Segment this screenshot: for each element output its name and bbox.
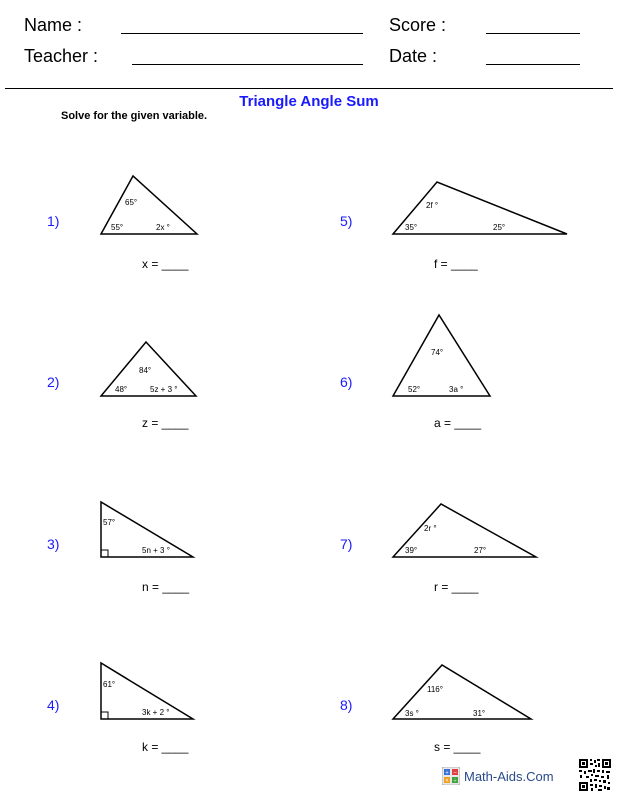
angle-label: 48° — [115, 385, 128, 394]
instructions: Solve for the given variable. — [61, 110, 208, 122]
triangle-5 — [393, 182, 567, 234]
teacher-label: Teacher : — [24, 46, 99, 66]
answer-blank-3[interactable]: n = ____ — [142, 580, 190, 594]
answer-blank-5[interactable]: f = ____ — [434, 257, 478, 271]
right-angle-mark-4 — [101, 712, 108, 719]
site-link[interactable]: Math-Aids.Com — [464, 769, 554, 784]
problem-number-1: 1) — [47, 213, 60, 229]
svg-text:−: − — [453, 770, 457, 777]
angle-label: 27° — [474, 546, 487, 555]
svg-text:÷: ÷ — [453, 778, 457, 785]
angle-label: 74° — [431, 348, 444, 357]
angle-label: 57° — [103, 518, 116, 527]
answer-blank-4[interactable]: k = ____ — [142, 740, 189, 754]
answer-blank-8[interactable]: s = ____ — [434, 740, 481, 754]
angle-label: 31° — [473, 709, 486, 718]
angle-label: 65° — [125, 198, 138, 207]
problem-number-3: 3) — [47, 536, 60, 552]
angle-label: 3k + 2 ° — [142, 708, 170, 717]
date-label: Date : — [389, 46, 438, 66]
angle-label: 25° — [493, 223, 506, 232]
score-label: Score : — [389, 15, 447, 35]
svg-text:×: × — [445, 778, 449, 785]
angle-label: 61° — [103, 680, 116, 689]
angle-label: 35° — [405, 223, 418, 232]
answer-blank-6[interactable]: a = ____ — [434, 416, 482, 430]
angle-label: 2x ° — [156, 223, 170, 232]
right-angle-mark-3 — [101, 550, 108, 557]
answer-blank-7[interactable]: r = ____ — [434, 580, 479, 594]
angle-label: 52° — [408, 385, 421, 394]
name-label: Name : — [24, 15, 83, 35]
problem-number-6: 6) — [340, 374, 353, 390]
svg-text:+: + — [445, 770, 449, 777]
angle-label: 3a ° — [449, 385, 464, 394]
angle-label: 116° — [427, 685, 443, 694]
problem-number-4: 4) — [47, 697, 60, 713]
angle-label: 2f ° — [426, 201, 439, 210]
problem-number-5: 5) — [340, 213, 353, 229]
angle-label: 5n + 3 ° — [142, 546, 170, 555]
page-title: Triangle Angle Sum — [239, 93, 379, 110]
angle-label: 39° — [405, 546, 418, 555]
answer-blank-2[interactable]: z = ____ — [142, 416, 189, 430]
angle-label: 55° — [111, 223, 124, 232]
calculator-icon — [442, 767, 460, 785]
angle-label: 5z + 3 ° — [150, 385, 178, 394]
qr-code-icon — [578, 758, 612, 792]
problem-number-7: 7) — [340, 536, 353, 552]
angle-label: 84° — [139, 366, 152, 375]
angle-label: 3s ° — [405, 709, 419, 718]
answer-blank-1[interactable]: x = ____ — [142, 257, 189, 271]
problem-number-2: 2) — [47, 374, 60, 390]
angle-label: 2r ° — [424, 524, 437, 533]
problem-number-8: 8) — [340, 697, 353, 713]
